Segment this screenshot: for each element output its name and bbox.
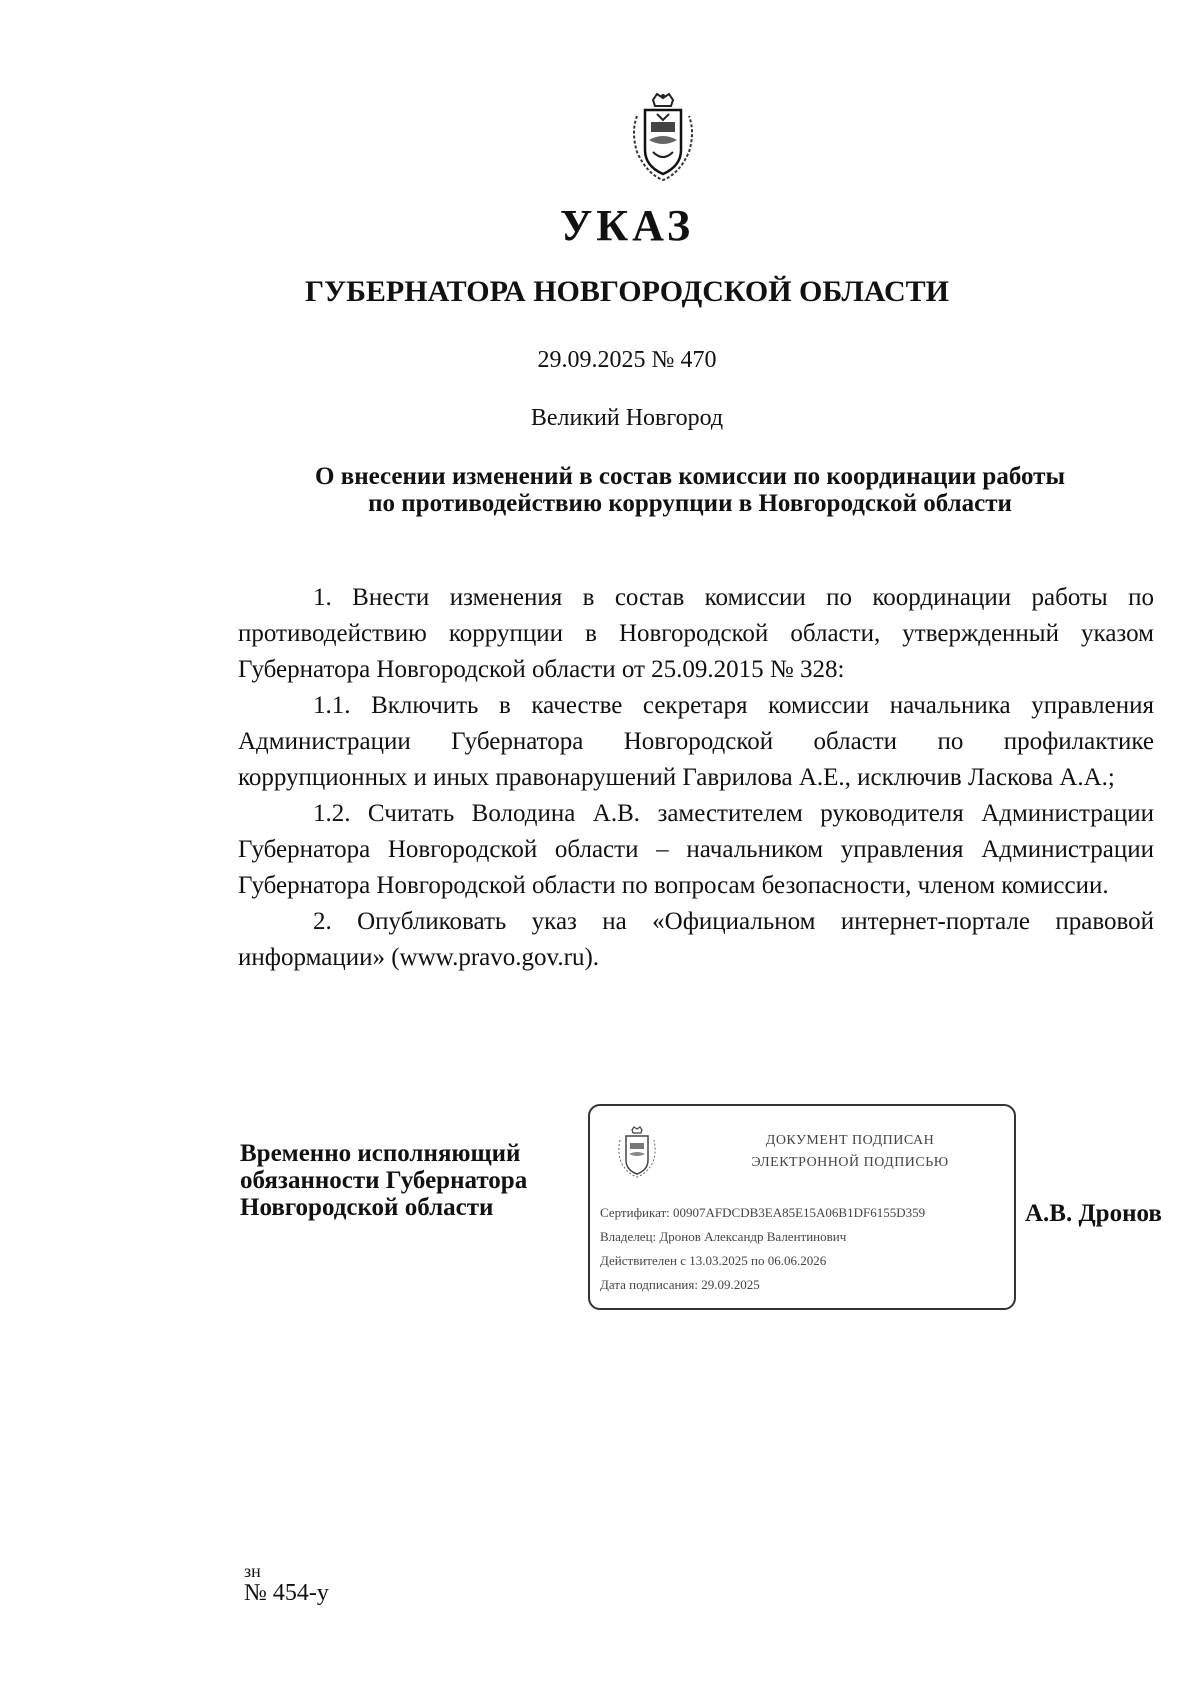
certificate-line: Сертификат: 00907AFDCDB3EA85E15A06B1DF6155D359 [600,1205,926,1220]
stamp-details [600,1201,1010,1297]
registration-footer [244,1560,329,1604]
e-signature-stamp [588,1104,1016,1310]
stamp-heading-line: ДОКУМЕНТ ПОДПИСАН [765,1133,935,1148]
paragraph: 1. Внести изменения в состав комиссии по координации работы по противодействию коррупции в Новгородской области, утвержденный указом Губернатора Новгородской области от 25.09.2015 № 328: [238,584,1154,683]
heading-line: по противодействию коррупции в Новгородской области [368,490,1012,517]
signing-date-line: Дата подписания: 29.09.2025 [600,1277,760,1292]
coat-of-arms-icon [616,1126,658,1178]
registration-number: № 454-у [244,1580,329,1606]
owner-line: Владелец: Дронов Александр Валентинович [600,1229,847,1244]
signer-name: А.В. Дронов [1025,1200,1162,1227]
issuer-title: ГУБЕРНАТОРА НОВГОРОДСКОЙ ОБЛАСТИ [304,275,950,308]
position-line: Новгородской области [240,1194,494,1221]
decree-body [238,580,1154,976]
city-line: Великий Новгород [530,405,724,431]
coat-of-arms-icon [627,92,699,182]
date-number-line: 29.09.2025 № 470 [537,347,717,373]
decree-heading [240,463,1140,517]
stamp-heading-line: ЭЛЕКТРОННОЙ ПОДПИСЬЮ [751,1155,949,1170]
paragraph: 1.2. Считать Володина А.В. заместителем руководителя Администрации Губернатора Новгородской области – начальником управления Администрации Губернатора Новгородской области по вопросам безопасности, членом комиссии. [238,800,1154,899]
paragraph: 2. Опубликовать указ на «Официальном интернет-портале правовой информации» (www.pravo.gov.ru). [238,908,1154,971]
registration-code: зн [244,1561,261,1581]
heading-line: О внесении изменений в состав комиссии по координации работы [315,463,1065,490]
paragraph: 1.1. Включить в качестве секретаря комиссии начальника управления Администрации Губернатора Новгородской области по профилактике коррупционных и иных правонарушений Гаврилова А.Е., исключив Ласкова А.А.; [238,692,1154,791]
signer-position [240,1140,570,1221]
position-line: Временно исполняющий [240,1140,521,1167]
position-line: обязанности Губернатора [240,1167,528,1194]
validity-line: Действителен с 13.03.2025 по 06.06.2026 [600,1253,827,1268]
document-title: УКАЗ [559,201,695,250]
stamp-heading [700,1130,1000,1174]
